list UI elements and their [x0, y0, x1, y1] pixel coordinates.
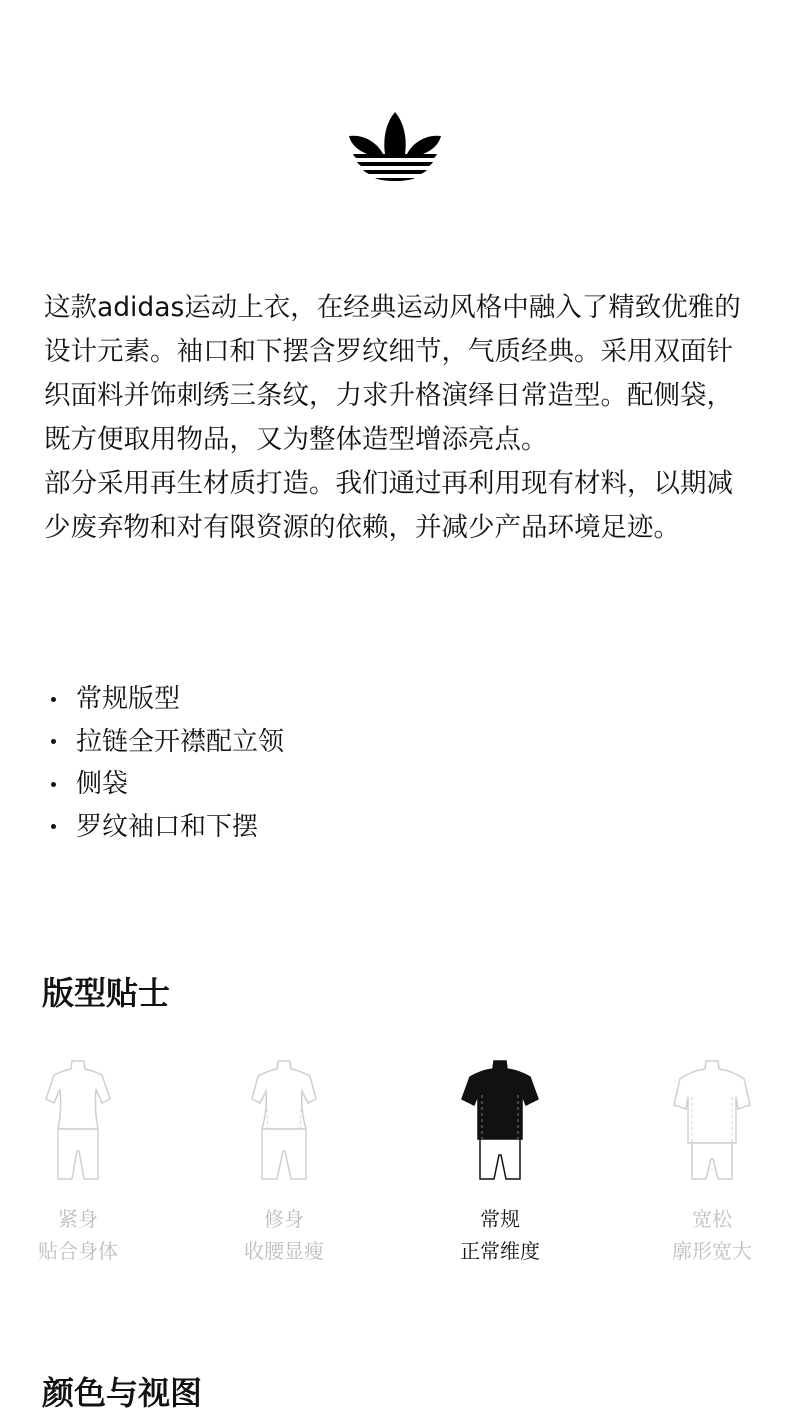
product-description [44, 286, 752, 550]
regular-fit-figure-icon [460, 1055, 540, 1185]
feature-item: 拉链全开襟配立领 [44, 721, 284, 764]
slim-fit-figure-icon [244, 1055, 324, 1185]
description-paragraph-1: 这款adidas运动上衣，在经典运动风格中融入了精致优雅的设计元素。袖口和下摆含罗纹细节，气质经典。采用双面针织面料并饰刺绣三条纹，力求升格演绎日常造型。配侧袋，既方便取用物品，又为整体造型增添亮点。 [44, 292, 741, 455]
fit-option-slim[interactable] [184, 1055, 384, 1267]
feature-item: 常规版型 [44, 678, 284, 721]
fit-options [0, 1055, 790, 1295]
tight-fit-figure-icon [38, 1055, 118, 1185]
bullet-icon [51, 697, 56, 702]
feature-list [44, 678, 284, 848]
fit-section-title: 版型贴士 [42, 974, 171, 1012]
feature-item: 罗纹袖口和下摆 [44, 806, 284, 849]
color-section-title: 颜色与视图 [42, 1374, 203, 1412]
fit-label: 修身 收腰显瘦 [244, 1207, 324, 1263]
fit-label: 宽松 廓形宽大 [672, 1207, 752, 1263]
description-paragraph-2: 部分采用再生材质打造。我们通过再利用现有材料，以期减少废弃物和对有限资源的依赖，并减少产品环境足迹。 [44, 468, 733, 543]
fit-label: 常规 正常维度 [460, 1207, 540, 1263]
bullet-icon [51, 824, 56, 829]
bullet-icon [51, 739, 56, 744]
fit-option-loose[interactable] [612, 1055, 790, 1267]
feature-item: 侧袋 [44, 763, 284, 806]
adidas-trefoil-icon [345, 110, 445, 184]
fit-option-regular[interactable] [400, 1055, 600, 1267]
fit-label: 紧身 贴合身体 [38, 1207, 118, 1263]
fit-option-tight[interactable] [0, 1055, 178, 1267]
loose-fit-figure-icon [672, 1055, 752, 1185]
bullet-icon [51, 782, 56, 787]
